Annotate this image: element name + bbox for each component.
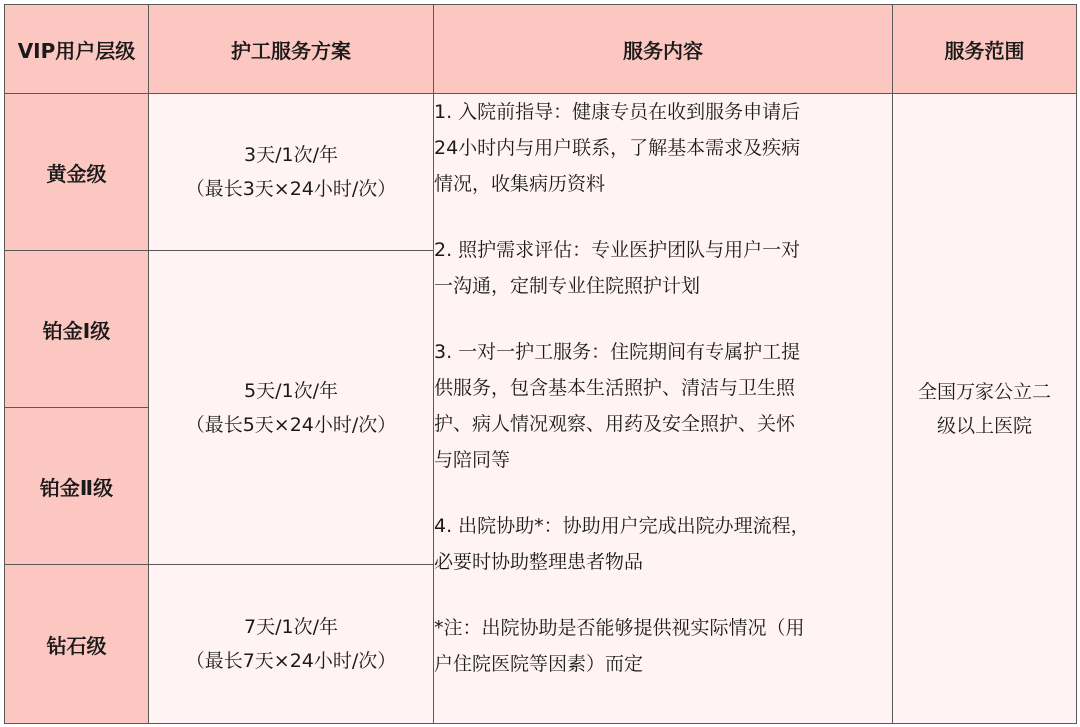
tier-gold: 黄金级 <box>5 94 149 251</box>
header-content: 服务内容 <box>434 5 893 94</box>
header-row <box>5 5 1077 94</box>
content-line: 护、病人情况观察、用药及安全照护、关怀 <box>434 413 796 435</box>
service-content <box>434 94 893 724</box>
content-item-pre-admission <box>434 94 892 202</box>
content-item-caregiver-service <box>434 334 892 478</box>
plan-frequency: 3天/1次/年 <box>244 144 338 166</box>
vip-service-table <box>4 4 1077 724</box>
content-line: 4. 出院协助*：协助用户完成出院办理流程， <box>434 515 810 537</box>
content-line: 户住院医院等因素）而定 <box>434 653 644 675</box>
plan-duration: （最长7天×24小时/次） <box>185 650 397 672</box>
tier-diamond: 钻石级 <box>5 565 149 724</box>
content-footnote <box>434 610 892 682</box>
tier-platinum-1: 铂金Ⅰ级 <box>5 251 149 408</box>
content-line: 与陪同等 <box>434 449 511 471</box>
plan-duration: （最长5天×24小时/次） <box>185 413 397 436</box>
scope-line: 级以上医院 <box>936 414 1032 437</box>
service-scope <box>893 94 1077 724</box>
header-scope: 服务范围 <box>893 5 1077 94</box>
plan-duration: （最长3天×24小时/次） <box>185 178 397 200</box>
plan-gold <box>149 94 434 251</box>
content-line: 供服务，包含基本生活照护、清洁与卫生照 <box>434 377 796 399</box>
plan-frequency: 5天/1次/年 <box>244 379 338 402</box>
header-plan: 护工服务方案 <box>149 5 434 94</box>
plan-platinum <box>149 251 434 565</box>
header-tier: VIP用户层级 <box>5 5 149 94</box>
content-line: 2. 照护需求评估：专业医护团队与用户一对 <box>434 239 801 261</box>
content-line: 3. 一对一护工服务：住院期间有专属护工提 <box>434 341 801 363</box>
content-line: 一沟通，定制专业住院照护计划 <box>434 275 701 297</box>
scope-line: 全国万家公立二 <box>917 380 1051 403</box>
content-line: 24小时内与用户联系，了解基本需求及疾病 <box>434 137 801 159</box>
plan-diamond <box>149 565 434 724</box>
content-line: *注：出院协助是否能够提供视实际情况（用 <box>434 617 805 639</box>
content-item-care-assessment <box>434 232 892 304</box>
table-row <box>5 94 1077 251</box>
content-item-discharge-assistance <box>434 508 892 580</box>
tier-platinum-2: 铂金Ⅱ级 <box>5 408 149 565</box>
content-line: 1. 入院前指导：健康专员在收到服务申请后 <box>434 101 801 123</box>
content-line: 必要时协助整理患者物品 <box>434 551 644 573</box>
content-line: 情况，收集病历资料 <box>434 173 606 195</box>
plan-frequency: 7天/1次/年 <box>244 616 338 638</box>
